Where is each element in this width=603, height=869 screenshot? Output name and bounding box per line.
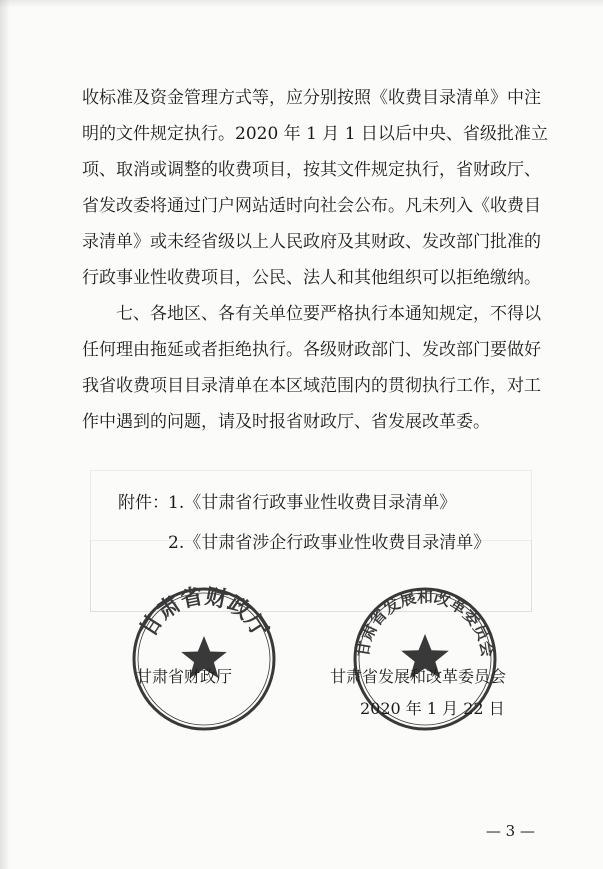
attachment-label: 附件： — [118, 493, 169, 513]
body-line: 录清单》或未经省级以上人民政府及其财政、发改部门批准的 — [82, 232, 541, 252]
body-line: 明的文件规定执行。2020 年 1 月 1 日以后中央、省级批准立 — [82, 124, 548, 144]
body-line: 行政事业性收费项目，公民、法人和其他组织可以拒绝缴纳。 — [82, 268, 541, 288]
body-line: 任何理由拖延或者拒绝执行。各级财政部门、发改部门要做好 — [82, 340, 541, 360]
finance-dept-seal — [129, 584, 279, 734]
body-line: 七、各地区、各有关单位要严格执行本通知规定，不得以 — [116, 304, 541, 324]
body-text — [82, 80, 552, 440]
development-commission-seal — [350, 584, 500, 734]
page-number: — 3 — — [485, 822, 535, 840]
seal-text: 甘肃省发展和改革委员会 — [352, 587, 498, 659]
body-line: 省发改委将通过门户网站适时向社会公布。凡未列入《收费目 — [82, 196, 541, 216]
attachment-item-1: 1.《甘肃省行政事业性收费目录清单》 — [168, 493, 457, 513]
scan-top-shadow — [0, 0, 603, 8]
signature-development-commission: 甘肃省发展和改革委员会 — [330, 667, 507, 686]
body-line: 我省收费项目目录清单在本区域范围内的贯彻执行工作，对工 — [82, 376, 541, 396]
scan-edge-shadow — [0, 0, 10, 869]
body-line: 收标准及资金管理方式等，应分别按照《收费目录清单》中注 — [82, 88, 541, 108]
seal-text: 甘肃省财政厅 — [134, 584, 274, 642]
body-line: 作中遇到的问题，请及时报省财政厅、省发展改革委。 — [82, 412, 490, 432]
star-icon — [181, 636, 227, 678]
star-icon — [401, 634, 449, 678]
signature-date: 2020 年 1 月 22 日 — [360, 699, 505, 718]
body-line: 项、取消或调整的收费项目，按其文件规定执行，省财政厅、 — [82, 160, 541, 180]
signature-finance-dept: 甘肃省财政厅 — [136, 667, 233, 686]
attachment-item-2: 2.《甘肃省涉企行政事业性收费目录清单》 — [168, 533, 491, 553]
